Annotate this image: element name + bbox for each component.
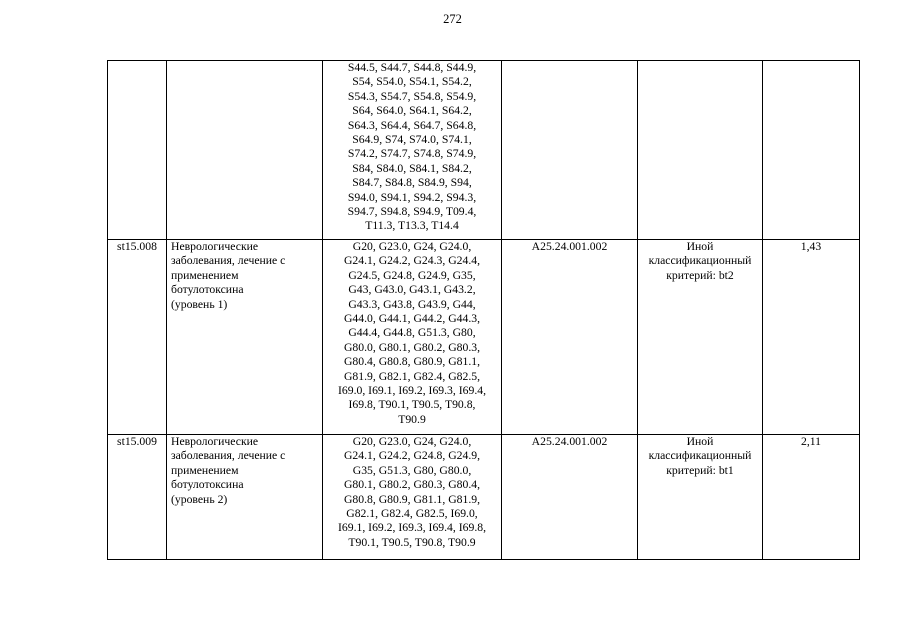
text-line: G43, G43.0, G43.1, G43.2, — [348, 283, 476, 297]
text-line: (уровень 1) — [171, 297, 228, 311]
ksg-code-cell: st15.009 — [108, 435, 167, 560]
text-line: G80.1, G80.2, G80.3, G80.4, — [343, 478, 481, 492]
text-line: (уровень 2) — [171, 492, 228, 506]
text-line: S84, S84.0, S84.1, S84.2, — [352, 161, 472, 175]
ksg-name-cell — [167, 61, 323, 240]
text-line: S64.9, S74, S74.0, S74.1, — [352, 133, 472, 147]
diagnosis-codes-cell — [323, 240, 502, 435]
text-line: Иной — [686, 240, 714, 253]
text-line: S94.0, S94.1, S94.2, S94.3, — [347, 190, 477, 204]
text-line: S74.2, S74.7, S74.8, S74.9, — [347, 147, 477, 161]
text-line: T90.1, T90.5, T90.8, T90.9 — [348, 535, 476, 549]
text-line: ботулотоксина — [171, 283, 244, 297]
table-row — [108, 61, 860, 240]
text-line: G81.9, G82.1, G82.4, G82.5, — [343, 369, 481, 383]
text-line: T11.3, T13.3, T14.4 — [365, 219, 459, 233]
ksg-code-cell: st15.008 — [108, 240, 167, 435]
text-line: I69.8, T90.1, T90.5, T90.8, — [348, 398, 476, 412]
page-number: 272 — [443, 12, 462, 26]
text-line: T90.9 — [398, 412, 426, 426]
text-line: Неврологические — [171, 435, 259, 448]
coefficient-cell — [763, 61, 860, 240]
text-line: S44.5, S44.7, S44.8, S44.9, — [347, 61, 477, 74]
criterion-cell — [638, 435, 763, 560]
text-line: G44.0, G44.1, G44.2, G44.3, — [343, 312, 481, 326]
service-code-cell: A25.24.001.002 — [502, 240, 638, 435]
criterion-cell — [638, 240, 763, 435]
text-line: G80.0, G80.1, G80.2, G80.3, — [343, 340, 481, 354]
diagnosis-codes-cell — [323, 61, 502, 240]
text-line: применением — [171, 268, 239, 282]
text-line: G82.1, G82.4, G82.5, I69.0, — [346, 507, 478, 521]
text-line: S84.7, S84.8, S84.9, S94, — [352, 176, 472, 190]
text-line: G80.4, G80.8, G80.9, G81.1, — [343, 355, 481, 369]
text-line: S54.3, S54.7, S54.8, S54.9, — [347, 89, 477, 103]
text-line: S64.3, S64.4, S64.7, S64.8, — [347, 118, 477, 132]
ksg-name-cell — [167, 435, 323, 560]
coefficient-cell: 2,11 — [763, 435, 860, 560]
text-line: G80.8, G80.9, G81.1, G81.9, — [343, 492, 481, 506]
ksg-code-cell — [108, 61, 167, 240]
text-line: заболевания, лечение с — [171, 254, 286, 268]
text-line: I69.0, I69.1, I69.2, I69.3, I69.4, — [337, 384, 487, 398]
text-line: G24.1, G24.2, G24.8, G24.9, — [343, 449, 481, 463]
text-line: классификационный — [648, 449, 752, 463]
text-line: ботулотоксина — [171, 478, 244, 492]
service-code-cell — [502, 61, 638, 240]
text-line: заболевания, лечение с — [171, 449, 286, 463]
text-line: Неврологические — [171, 240, 259, 253]
text-line: G43.3, G43.8, G43.9, G44, — [348, 297, 476, 311]
text-line: критерий: bt2 — [666, 268, 734, 282]
text-line: S64, S64.0, S64.1, S64.2, — [352, 104, 472, 118]
coefficient-cell: 1,43 — [763, 240, 860, 435]
text-line: G24.5, G24.8, G24.9, G35, — [348, 268, 476, 282]
text-line: Иной — [686, 435, 714, 448]
text-line: критерий: bt1 — [666, 463, 734, 477]
text-line: применением — [171, 463, 239, 477]
table-row — [108, 435, 860, 560]
service-code-cell: A25.24.001.002 — [502, 435, 638, 560]
text-line: I69.1, I69.2, I69.3, I69.4, I69.8, — [337, 521, 487, 535]
criterion-cell — [638, 61, 763, 240]
text-line: S54, S54.0, S54.1, S54.2, — [352, 75, 472, 89]
ksg-name-cell — [167, 240, 323, 435]
text-line: G20, G23.0, G24, G24.0, — [352, 435, 472, 448]
text-line: G24.1, G24.2, G24.3, G24.4, — [343, 254, 481, 268]
text-line: G35, G51.3, G80, G80.0, — [352, 463, 472, 477]
text-line: S94.7, S94.8, S94.9, T09.4, — [347, 205, 477, 219]
text-line: G44.4, G44.8, G51.3, G80, — [348, 326, 476, 340]
text-line: классификационный — [648, 254, 752, 268]
table-row — [108, 240, 860, 435]
diagnosis-codes-cell — [323, 435, 502, 560]
ksg-table — [107, 60, 860, 560]
text-line: G20, G23.0, G24, G24.0, — [352, 240, 472, 253]
